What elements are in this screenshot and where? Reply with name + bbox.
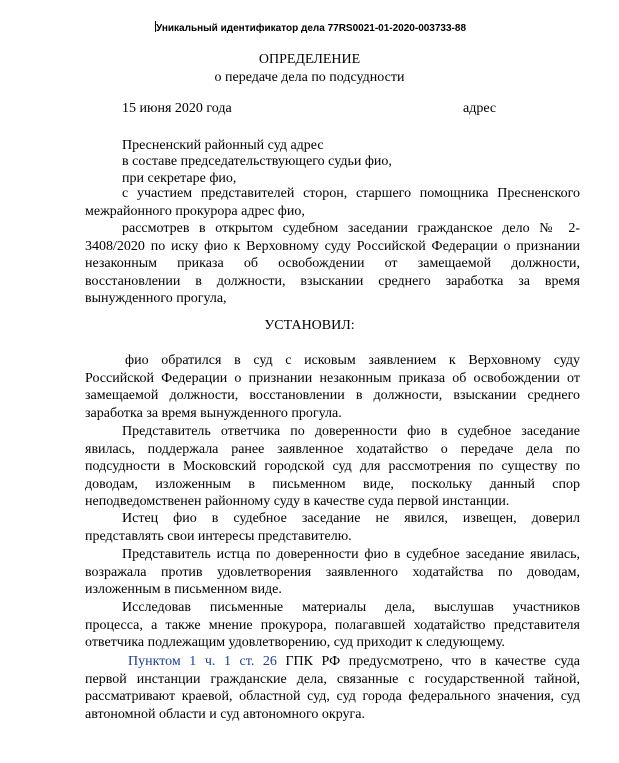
- text-fragment: ГПК РФ предусмотрено, что в качестве суда: [276, 654, 580, 669]
- text-line: подсудности в Московский городской суд для рассмотрения по существу по: [85, 459, 580, 474]
- paragraph-defendant-rep: [85, 423, 580, 511]
- text-line: Представитель истца по доверенности фио в судебное заседание явилась,: [122, 547, 580, 562]
- text-line: заработка за время вынужденного прогула.: [85, 405, 342, 421]
- text-line: рассмотрев в открытом судебном заседании гражданское дело № 2-: [122, 221, 580, 236]
- text-line: незаконным приказа об освобождении от замещаемой должности,: [85, 256, 580, 271]
- text-line: рассматривают краевой, областной суд, суд города федерального значения, суд: [85, 689, 580, 704]
- text-line: Истец фио в судебное заседание не явился, извещен, доверил: [122, 511, 580, 526]
- document-subtitle: о передаче дела по подсудности: [214, 70, 405, 85]
- text-line: замещаемой должности, восстановлении в должности, взыскании среднего: [85, 388, 580, 403]
- text-line: Исследовав письменные материалы дела, выслушав участников: [122, 600, 580, 615]
- paragraph-claim: [85, 352, 580, 422]
- paragraph-plaintiff: [85, 510, 580, 545]
- court-line: в составе председательствующего судьи фио,: [122, 154, 392, 169]
- text-line: [85, 653, 580, 671]
- text-line: восстановлении в должности, взыскании среднего заработка за время: [85, 273, 580, 289]
- document-title: ОПРЕДЕЛЕНИЕ: [258, 52, 361, 67]
- document-place: адрес: [463, 101, 497, 116]
- court-line: Пресненский районный суд адрес: [122, 138, 324, 153]
- case-identifier: [155, 21, 466, 34]
- text-line: 3408/2020 по иску фио к Верховному суду Российской Федерации о признании: [85, 238, 580, 254]
- text-line: явилась, поддержала ранее заявленное ходатайство о передаче дела по: [85, 441, 580, 457]
- text-line: Представитель ответчика по доверенности фио в судебное заседание: [122, 424, 580, 439]
- established-heading: УСТАНОВИЛ:: [264, 318, 355, 333]
- text-line: межрайонного прокурора адрес фио,: [85, 203, 305, 219]
- paragraph-plaintiff-rep: [85, 546, 580, 599]
- text-line: ответчика подлежащим удовлетворению, суд приходит к следующему.: [85, 635, 505, 650]
- case-identifier-text: Уникальный идентификатор дела 77RS0021-01-2020-003733-88: [156, 23, 467, 34]
- text-line: первой инстанции гражданские дела, связанные с государственной тайной,: [85, 671, 580, 687]
- text-line: представлять свои интересы представителю.: [85, 528, 352, 544]
- paragraph-examined: [85, 599, 580, 652]
- paragraph-law: [85, 653, 580, 723]
- text-line: вынужденного прогула,: [85, 291, 227, 306]
- text-line: процесса, а также мнение прокурора, полагавшей ходатайство представителя: [85, 617, 580, 633]
- text-line: Российской Федерации о признании незаконным приказа об освобождении от: [85, 370, 580, 386]
- text-line: фио обратился в суд с исковым заявлением к Верховному суду: [125, 353, 580, 368]
- participants-paragraph: [85, 185, 580, 220]
- considered-paragraph: [85, 220, 580, 308]
- text-line: с участием представителей сторон, старшего помощника Пресненского: [122, 186, 580, 201]
- text-line: возражала против удовлетворения заявленного ходатайства по доводам,: [85, 564, 580, 580]
- court-line: при секретаре фио,: [122, 171, 237, 186]
- text-line: неподведомственен районному суду в качестве суда первой инстанции.: [85, 494, 510, 509]
- text-line: автономной области и суд автономного округа.: [85, 706, 365, 722]
- document-date: 15 июня 2020 года: [122, 101, 232, 116]
- text-line: изложенным в письменном виде.: [85, 582, 282, 597]
- text-line: доводам, изложенным в письменном виде, поскольку данный спор: [85, 476, 580, 492]
- law-article-link[interactable]: Пунктом 1 ч. 1 ст. 26: [128, 654, 277, 669]
